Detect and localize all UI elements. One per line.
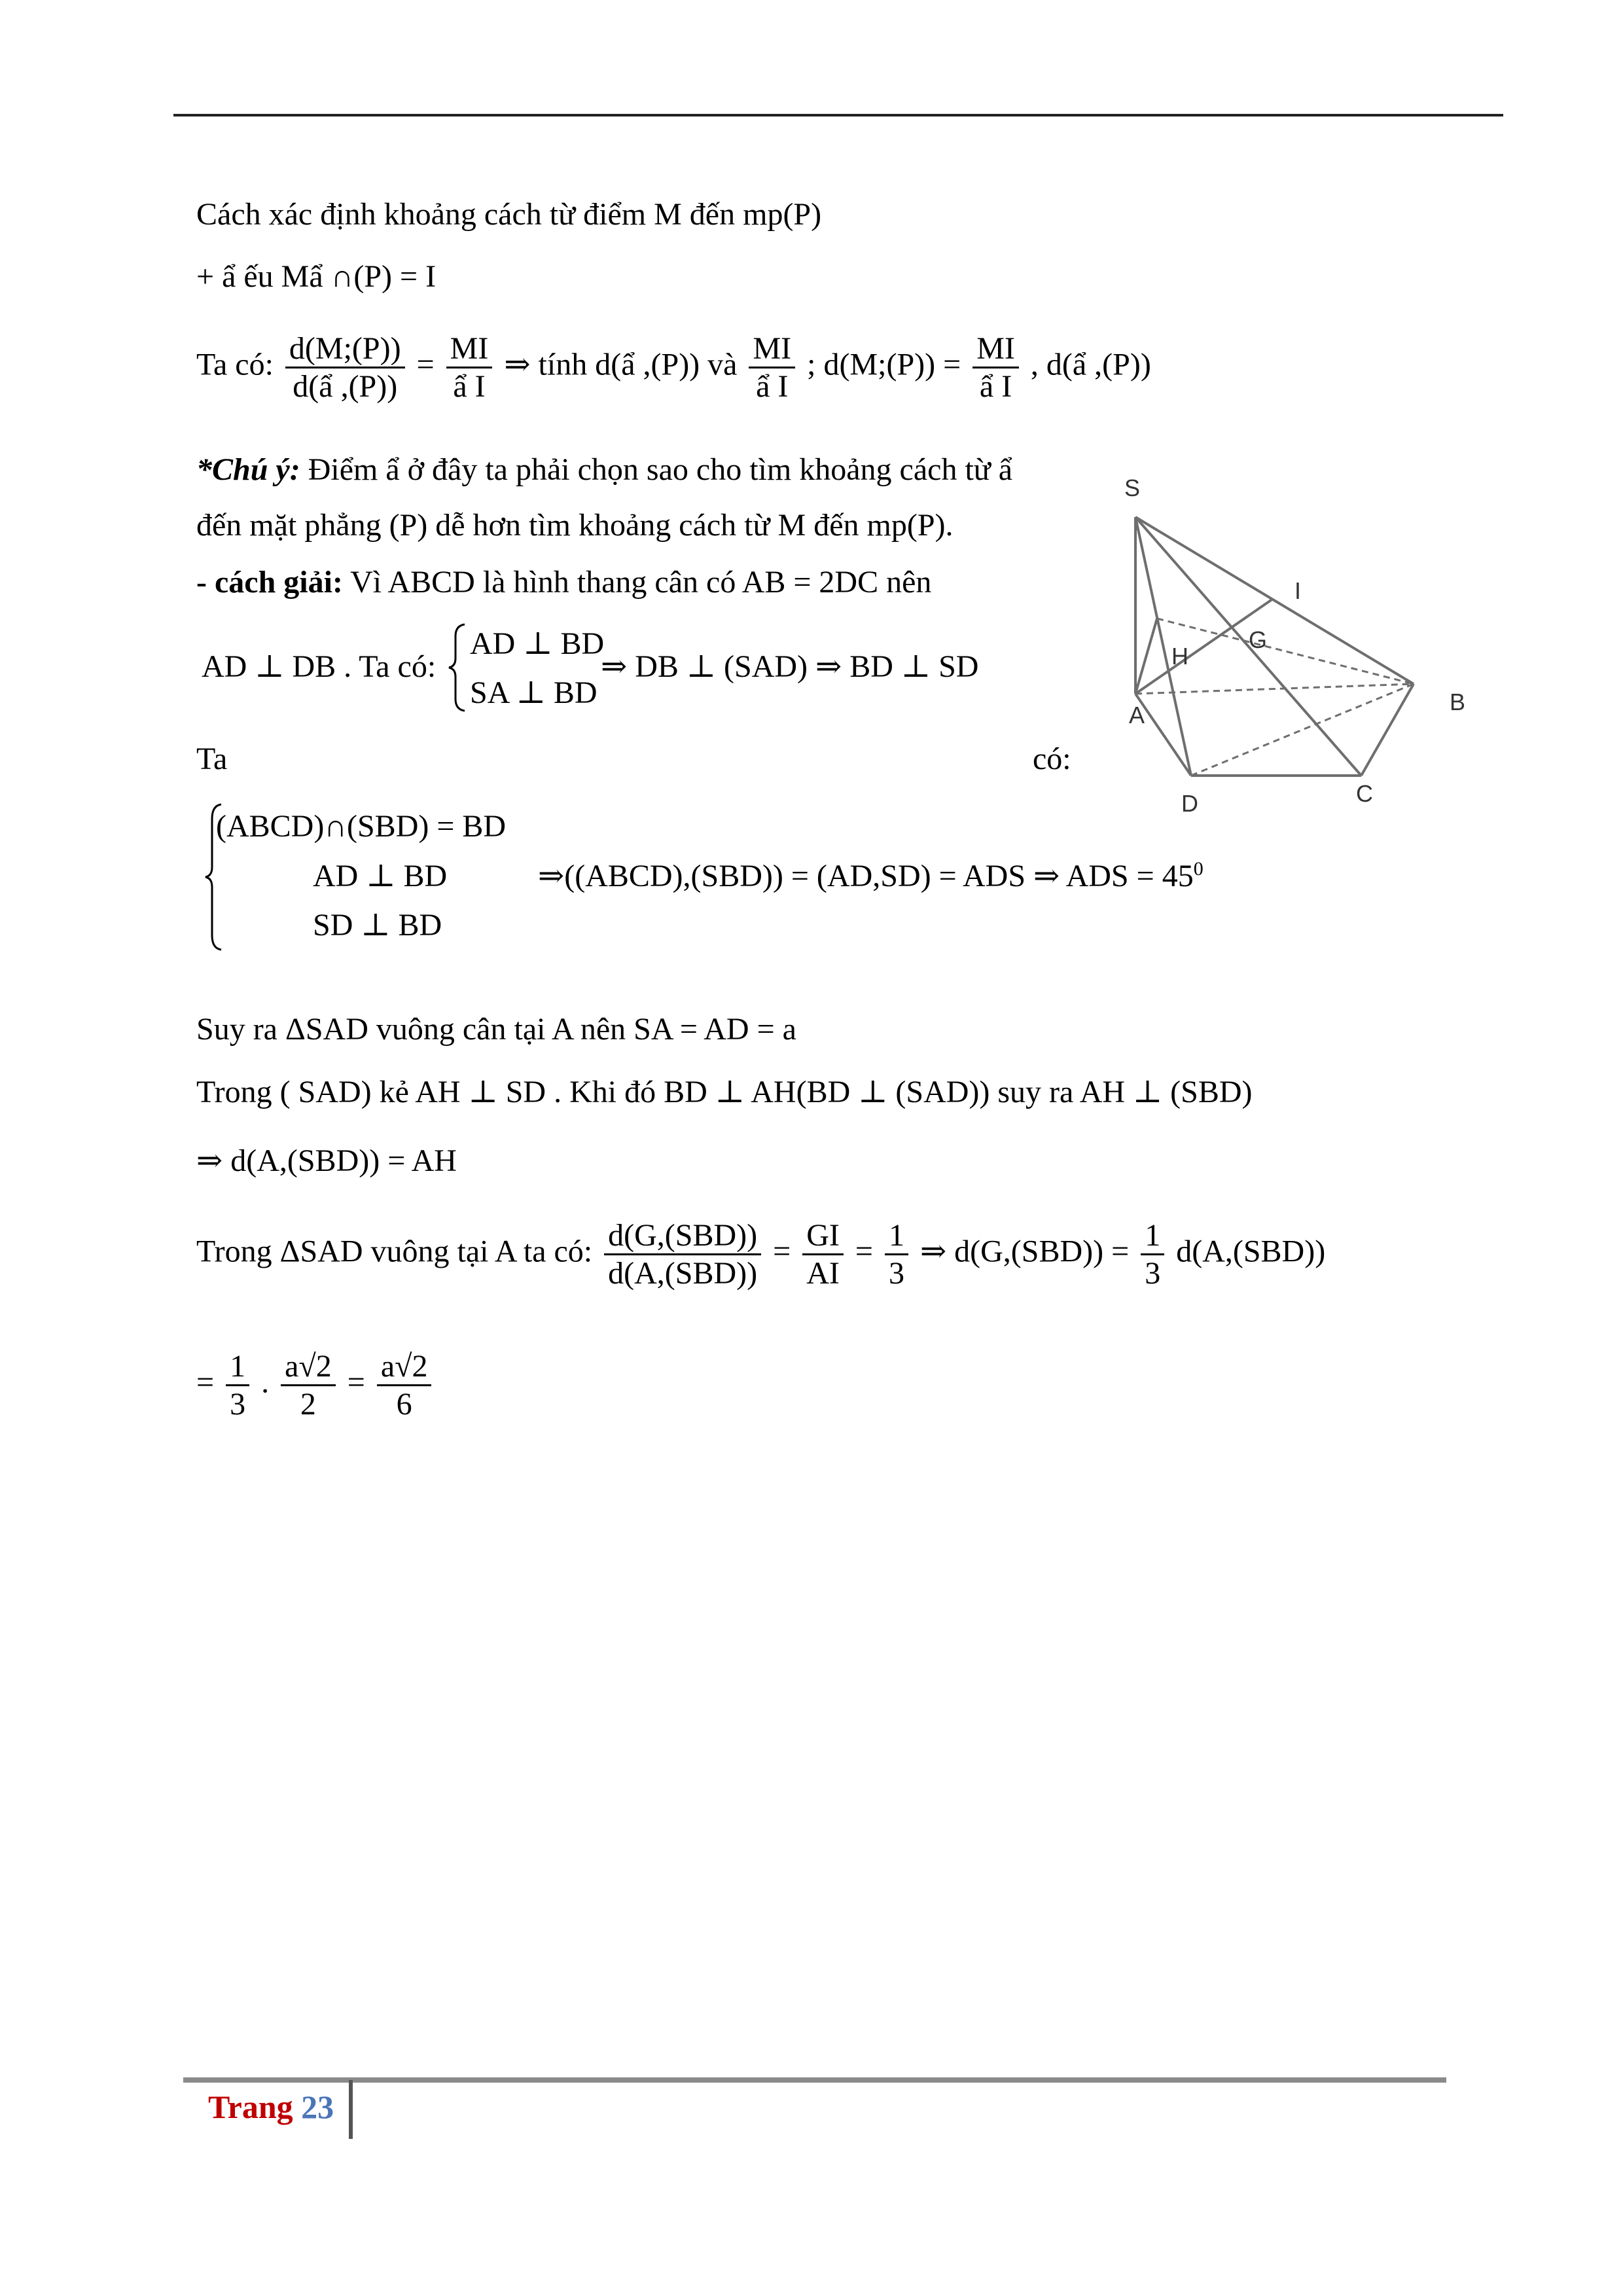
page-label: Trang (208, 2089, 293, 2125)
denominator: ẩ I (979, 369, 1012, 404)
page-number: 23 (301, 2089, 334, 2125)
denominator: 2 (300, 1387, 316, 1422)
numerator: d(G,(SBD)) (604, 1217, 761, 1255)
line-ratio-formula (196, 331, 1151, 404)
line-heading: Cách xác định khoảng cách từ điểm M đến mp(P) (196, 197, 822, 232)
line-draw-AH: Trong ( SAD) kẻ AH ⊥ SD . Khi đó BD ⊥ AH(BD ⊥ (SAD)) suy ra AH ⊥ (SBD) (196, 1075, 1253, 1109)
edge-DB-hidden (1191, 684, 1414, 776)
label-C: C (1356, 780, 1373, 807)
fraction (972, 331, 1019, 404)
denominator: d(A,(SBD)) (608, 1256, 758, 1291)
text: ⇒((ABCD),(SBD)) = (AD,SD) = ADS ⇒ ADS = 45 (538, 859, 1194, 893)
label-G: G (1249, 626, 1268, 653)
superscript: 0 (1193, 858, 1204, 880)
fraction (802, 1217, 844, 1291)
system2-conclusion (538, 857, 1204, 894)
denominator: ẩ I (453, 369, 486, 404)
fraction (226, 1348, 249, 1422)
text: , d(ẩ ,(P)) (1030, 347, 1151, 382)
numerator: GI (802, 1217, 844, 1255)
numerator: 1 (885, 1217, 908, 1255)
note-line-2: đến mặt phẳng (P) dễ hơn tìm khoảng cách từ M đến mp(P). (196, 508, 954, 543)
numerator: 1 (226, 1348, 249, 1386)
line-ratio-G (196, 1217, 1325, 1291)
fraction (285, 331, 405, 404)
denominator: 3 (1145, 1256, 1161, 1291)
line-isosceles: Suy ra ΔSAD vuông cân tại A nên SA = AD = a (196, 1012, 796, 1047)
brace-left-icon (446, 622, 469, 713)
system2-row3: SD ⊥ BD (313, 908, 442, 942)
ta-word: Ta (196, 742, 228, 776)
page-number-label (208, 2088, 334, 2126)
line-result (196, 1348, 435, 1422)
note-label: *Chú ý: (196, 452, 300, 487)
numerator: MI (972, 331, 1019, 368)
footer-rule (183, 2077, 1446, 2083)
numerator: MI (446, 331, 493, 368)
denominator: ẩ I (756, 369, 789, 404)
label-S: S (1124, 475, 1141, 501)
fraction (446, 331, 493, 404)
label-B: B (1450, 689, 1466, 715)
fraction (377, 1348, 432, 1422)
text: . (261, 1365, 270, 1400)
text: = (416, 347, 435, 382)
label-H: H (1171, 643, 1188, 670)
system1-row1: AD ⊥ BD (470, 626, 605, 661)
denominator: d(ẩ ,(P)) (293, 369, 398, 404)
fraction (885, 1217, 908, 1291)
text: ; d(M;(P)) = (807, 347, 961, 382)
numerator: 1 (1141, 1217, 1164, 1255)
system2-row1: (ABCD)∩(SBD) = BD (216, 809, 507, 844)
numerator: a√2 (377, 1348, 432, 1386)
text: ⇒ tính d(ẩ ,(P)) và (504, 347, 738, 382)
text: Trong ΔSAD vuông tại A ta có: (196, 1234, 593, 1269)
fraction (749, 331, 795, 404)
system1-conclusion: ⇒ DB ⊥ (SAD) ⇒ BD ⊥ SD (601, 649, 979, 684)
fraction (1141, 1217, 1164, 1291)
text: d(A,(SBD)) (1176, 1234, 1326, 1269)
denominator: 3 (888, 1256, 904, 1291)
text: = (773, 1234, 791, 1269)
text: = (855, 1234, 873, 1269)
footer-separator (349, 2080, 353, 2139)
label-A: A (1129, 702, 1145, 728)
numerator: a√2 (281, 1348, 336, 1386)
denominator: 3 (230, 1387, 246, 1422)
fraction (281, 1348, 336, 1422)
text: ⇒ d(G,(SBD)) = (919, 1234, 1130, 1269)
co-word: có: (1033, 742, 1071, 776)
line-condition: + ẩ ếu Mẩ ∩(P) = I (196, 259, 437, 294)
fraction (604, 1217, 761, 1291)
solution-text: Vì ABCD là hình thang cân có AB = 2DC nên (342, 565, 932, 600)
note-line-1 (196, 452, 1012, 488)
label-D: D (1181, 790, 1198, 817)
numerator: MI (749, 331, 795, 368)
text: Ta có: (196, 347, 274, 382)
system1-row2: SA ⊥ BD (470, 675, 597, 710)
label-I: I (1294, 577, 1302, 604)
solution-label: - cách giải: (196, 565, 343, 600)
pyramid-figure (1073, 458, 1492, 825)
text: = (196, 1365, 215, 1400)
denominator: AI (806, 1256, 840, 1291)
note-text: Điểm ẩ ở đây ta phải chọn sao cho tìm khoảng cách từ ẩ (300, 452, 1013, 487)
system2-row2: AD ⊥ BD (313, 859, 448, 893)
header-rule (173, 114, 1503, 117)
line-distance-A: ⇒ d(A,(SBD)) = AH (196, 1143, 457, 1178)
denominator: 6 (396, 1387, 412, 1422)
solution-line (196, 564, 931, 600)
numerator: d(M;(P)) (285, 331, 405, 368)
edge-AB-hidden (1135, 684, 1414, 694)
edge-CB (1361, 684, 1414, 776)
text: = (347, 1365, 365, 1400)
system1-prefix: AD ⊥ DB . Ta có: (202, 649, 437, 684)
